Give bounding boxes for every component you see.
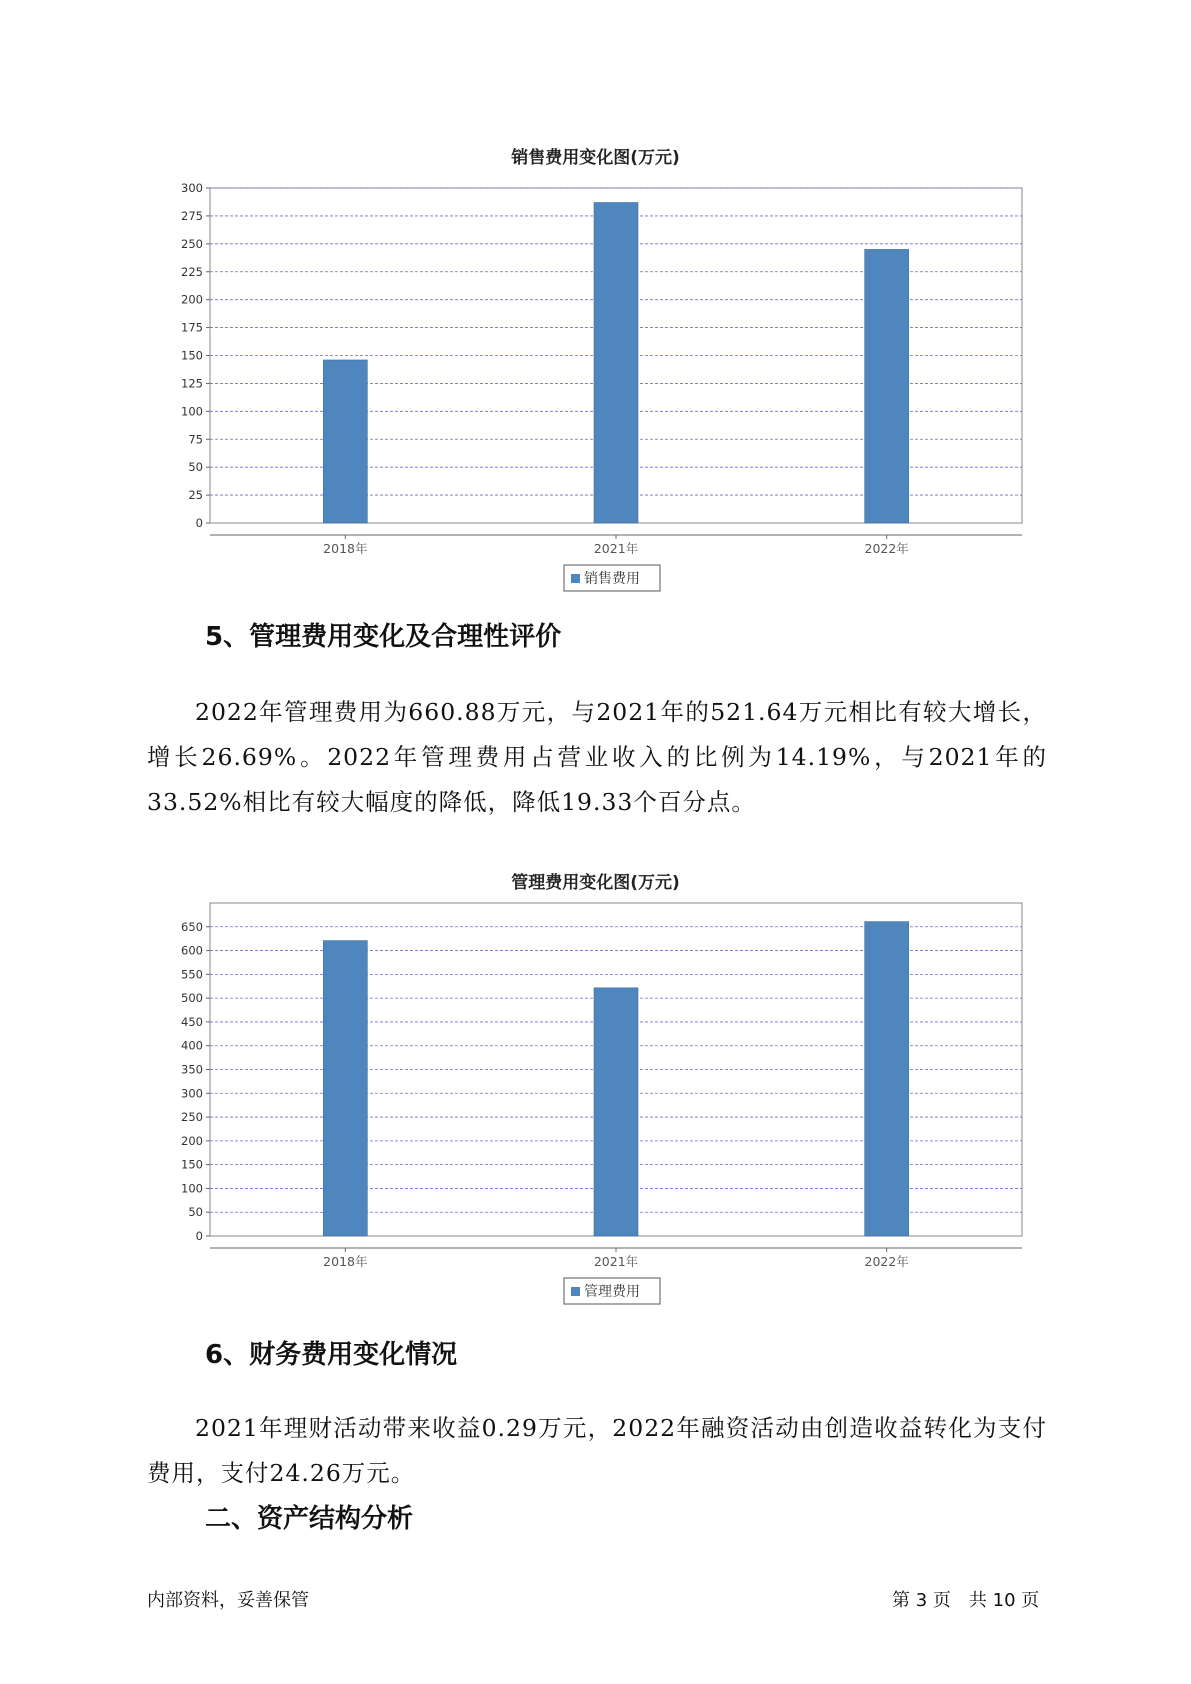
y-tick-label: 450	[181, 1014, 203, 1029]
x-tick-label: 2018年	[323, 541, 368, 556]
y-tick-label: 650	[181, 919, 203, 934]
y-tick-label: 0	[195, 1229, 203, 1243]
y-tick-label: 100	[181, 404, 203, 419]
bar	[323, 941, 367, 1236]
y-tick-label: 225	[181, 264, 203, 279]
x-tick-label: 2022年	[864, 1254, 909, 1269]
y-tick-label: 400	[181, 1038, 203, 1053]
section-5-paragraph	[147, 690, 1047, 825]
y-tick-label: 500	[181, 991, 203, 1006]
y-tick-label: 0	[195, 516, 203, 530]
bar	[865, 249, 909, 523]
y-tick-label: 250	[181, 236, 203, 251]
x-tick-label: 2018年	[323, 1254, 368, 1269]
y-tick-label: 75	[188, 432, 203, 447]
footer-confidential: 内部资料，妥善保管	[147, 1590, 309, 1611]
legend	[564, 565, 660, 591]
x-tick-label: 2021年	[593, 541, 639, 556]
legend-label: 管理费用	[584, 1284, 640, 1300]
y-tick-label: 25	[188, 488, 203, 503]
y-tick-label: 250	[181, 1110, 203, 1125]
section-5-heading: 5、管理费用变化及合理性评价	[205, 622, 562, 652]
y-tick-label: 275	[181, 208, 203, 223]
y-tick-label: 350	[181, 1062, 203, 1077]
legend-swatch	[571, 1287, 580, 1296]
y-tick-label: 550	[181, 967, 203, 982]
x-tick-label: 2022年	[864, 541, 909, 556]
y-tick-label: 300	[181, 1086, 203, 1101]
y-tick-label: 125	[181, 376, 203, 391]
section-6-text: 2021年理财活动带来收益0.29万元，2022年融资活动由创造收益转化为支付费用，支付24.26万元。	[147, 1414, 1047, 1487]
y-tick-label: 300	[181, 181, 203, 195]
footer-page-number: 第 3 页 共 10 页	[892, 1590, 1040, 1611]
y-tick-label: 100	[181, 1181, 203, 1196]
section-6-paragraph	[147, 1406, 1047, 1496]
section-6-heading: 6、财务费用变化情况	[205, 1340, 458, 1370]
y-tick-label: 50	[188, 460, 203, 475]
y-tick-label: 150	[181, 1157, 203, 1172]
sales-expense-chart	[0, 160, 1191, 587]
y-tick-label: 175	[181, 320, 203, 335]
x-tick-label: 2021年	[593, 1254, 639, 1269]
admin-chart-title: 管理费用变化图(万元)	[511, 873, 680, 893]
legend-label: 销售费用	[584, 571, 640, 587]
legend-swatch	[571, 574, 580, 583]
y-tick-label: 200	[181, 292, 203, 307]
bar	[594, 988, 638, 1236]
bar	[594, 203, 638, 523]
bar	[865, 922, 909, 1236]
y-tick-label: 200	[181, 1133, 203, 1148]
admin-expense-chart	[0, 885, 1191, 1305]
sales-chart-title: 销售费用变化图(万元)	[511, 148, 680, 168]
y-tick-label: 50	[188, 1205, 203, 1220]
legend	[564, 1278, 660, 1304]
section-5-text: 2022年管理费用为660.88万元，与2021年的521.64万元相比有较大增长，增长26.69%。2022年管理费用占营业收入的比例为14.19%，与2021年的33.52%相比有较大幅度的降低，降低19.33个百分点。	[147, 698, 1047, 816]
y-tick-label: 600	[181, 943, 203, 958]
bar	[323, 360, 367, 523]
section-two-heading: 二、资产结构分析	[205, 1504, 414, 1534]
y-tick-label: 150	[181, 348, 203, 363]
